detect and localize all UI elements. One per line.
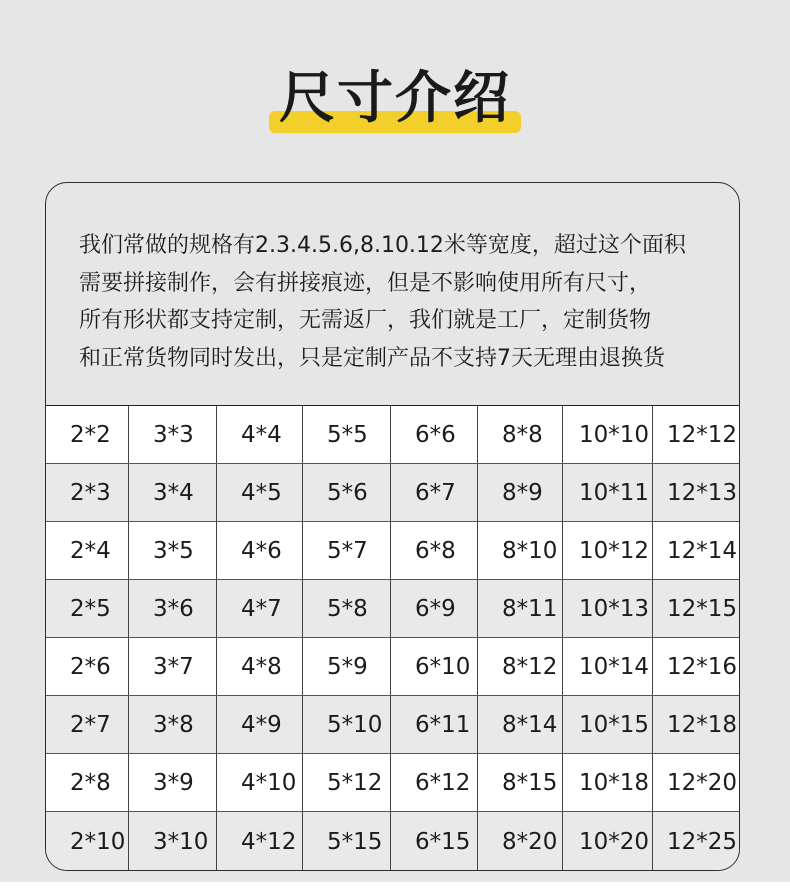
size-cell: 8*10 [478,522,563,579]
size-cell: 3*5 [129,522,217,579]
table-row [46,696,739,754]
size-cell: 10*13 [563,580,653,637]
size-cell: 2*7 [46,696,129,753]
title-section [0,64,790,136]
size-cell: 8*20 [478,812,563,871]
size-cell: 4*9 [217,696,303,753]
table-row [46,522,739,580]
size-cell: 8*12 [478,638,563,695]
size-cell: 3*3 [129,406,217,463]
size-cell: 5*9 [303,638,391,695]
size-cell: 10*12 [563,522,653,579]
size-cell: 6*7 [391,464,478,521]
size-cell: 5*10 [303,696,391,753]
size-cell: 4*5 [217,464,303,521]
table-row [46,638,739,696]
size-cell: 6*9 [391,580,478,637]
size-cell: 2*8 [46,754,129,811]
size-cell: 6*12 [391,754,478,811]
size-cell: 5*8 [303,580,391,637]
size-cell: 10*14 [563,638,653,695]
size-cell: 4*6 [217,522,303,579]
size-cell: 12*14 [667,537,738,564]
size-cell: 6*6 [391,406,478,463]
size-cell: 5*15 [303,812,391,871]
size-cell: 12*25 [667,829,738,855]
size-cell: 8*11 [478,580,563,637]
size-cell: 5*7 [303,522,391,579]
size-cell: 10*10 [563,406,653,463]
size-cell: 6*10 [391,638,478,695]
size-cell: 4*10 [217,754,303,811]
size-cell: 2*5 [46,580,129,637]
size-cell: 10*15 [563,696,653,753]
size-cell: 2*4 [46,522,129,579]
size-cell: 8*9 [478,464,563,521]
size-cell: 12*18 [667,711,738,738]
description-line: 需要拼接制作，会有拼接痕迹，但是不影响使用所有尺寸， [79,270,652,296]
size-cell: 3*7 [129,638,217,695]
description-line: 和正常货物同时发出，只是定制产品不支持7天无理由退换货 [79,345,665,371]
size-cell: 10*11 [563,464,653,521]
size-cell: 12*20 [667,769,738,796]
size-cell: 4*7 [217,580,303,637]
size-cell: 2*6 [46,638,129,695]
size-table [46,405,739,871]
size-cell: 5*12 [303,754,391,811]
size-cell: 12*15 [667,595,738,622]
size-cell: 3*8 [129,696,217,753]
size-cell: 3*6 [129,580,217,637]
size-cell: 4*12 [217,812,303,871]
size-cell: 3*4 [129,464,217,521]
page-title: 尺寸介绍 [279,66,511,131]
size-cell: 12*13 [667,479,738,506]
size-cell: 6*15 [391,812,478,871]
size-cell: 8*14 [478,696,563,753]
size-cell: 6*11 [391,696,478,753]
size-cell: 2*10 [46,812,129,871]
size-cell: 5*6 [303,464,391,521]
table-row [46,812,739,871]
size-cell: 2*3 [46,464,129,521]
size-cell: 3*10 [129,812,217,871]
size-cell: 10*18 [563,754,653,811]
size-info-card [45,182,740,871]
size-cell: 8*15 [478,754,563,811]
size-cell: 8*8 [478,406,563,463]
table-row [46,754,739,812]
table-row [46,580,739,638]
size-cell: 4*4 [217,406,303,463]
size-cell: 2*2 [46,406,129,463]
size-cell: 3*9 [129,754,217,811]
size-cell: 6*8 [391,522,478,579]
table-row [46,406,739,464]
description-line: 我们常做的规格有2.3.4.5.6,8.10.12米等宽度，超过这个面积 [79,233,686,258]
size-cell: 4*8 [217,638,303,695]
size-cell: 12*12 [667,421,738,448]
table-row [46,464,739,522]
description-line: 所有形状都支持定制，无需返厂，我们就是工厂，定制货物 [79,308,652,333]
size-cell: 12*16 [667,653,738,680]
size-cell: 5*5 [303,406,391,463]
description-text [79,227,719,377]
size-cell: 10*20 [563,812,653,871]
